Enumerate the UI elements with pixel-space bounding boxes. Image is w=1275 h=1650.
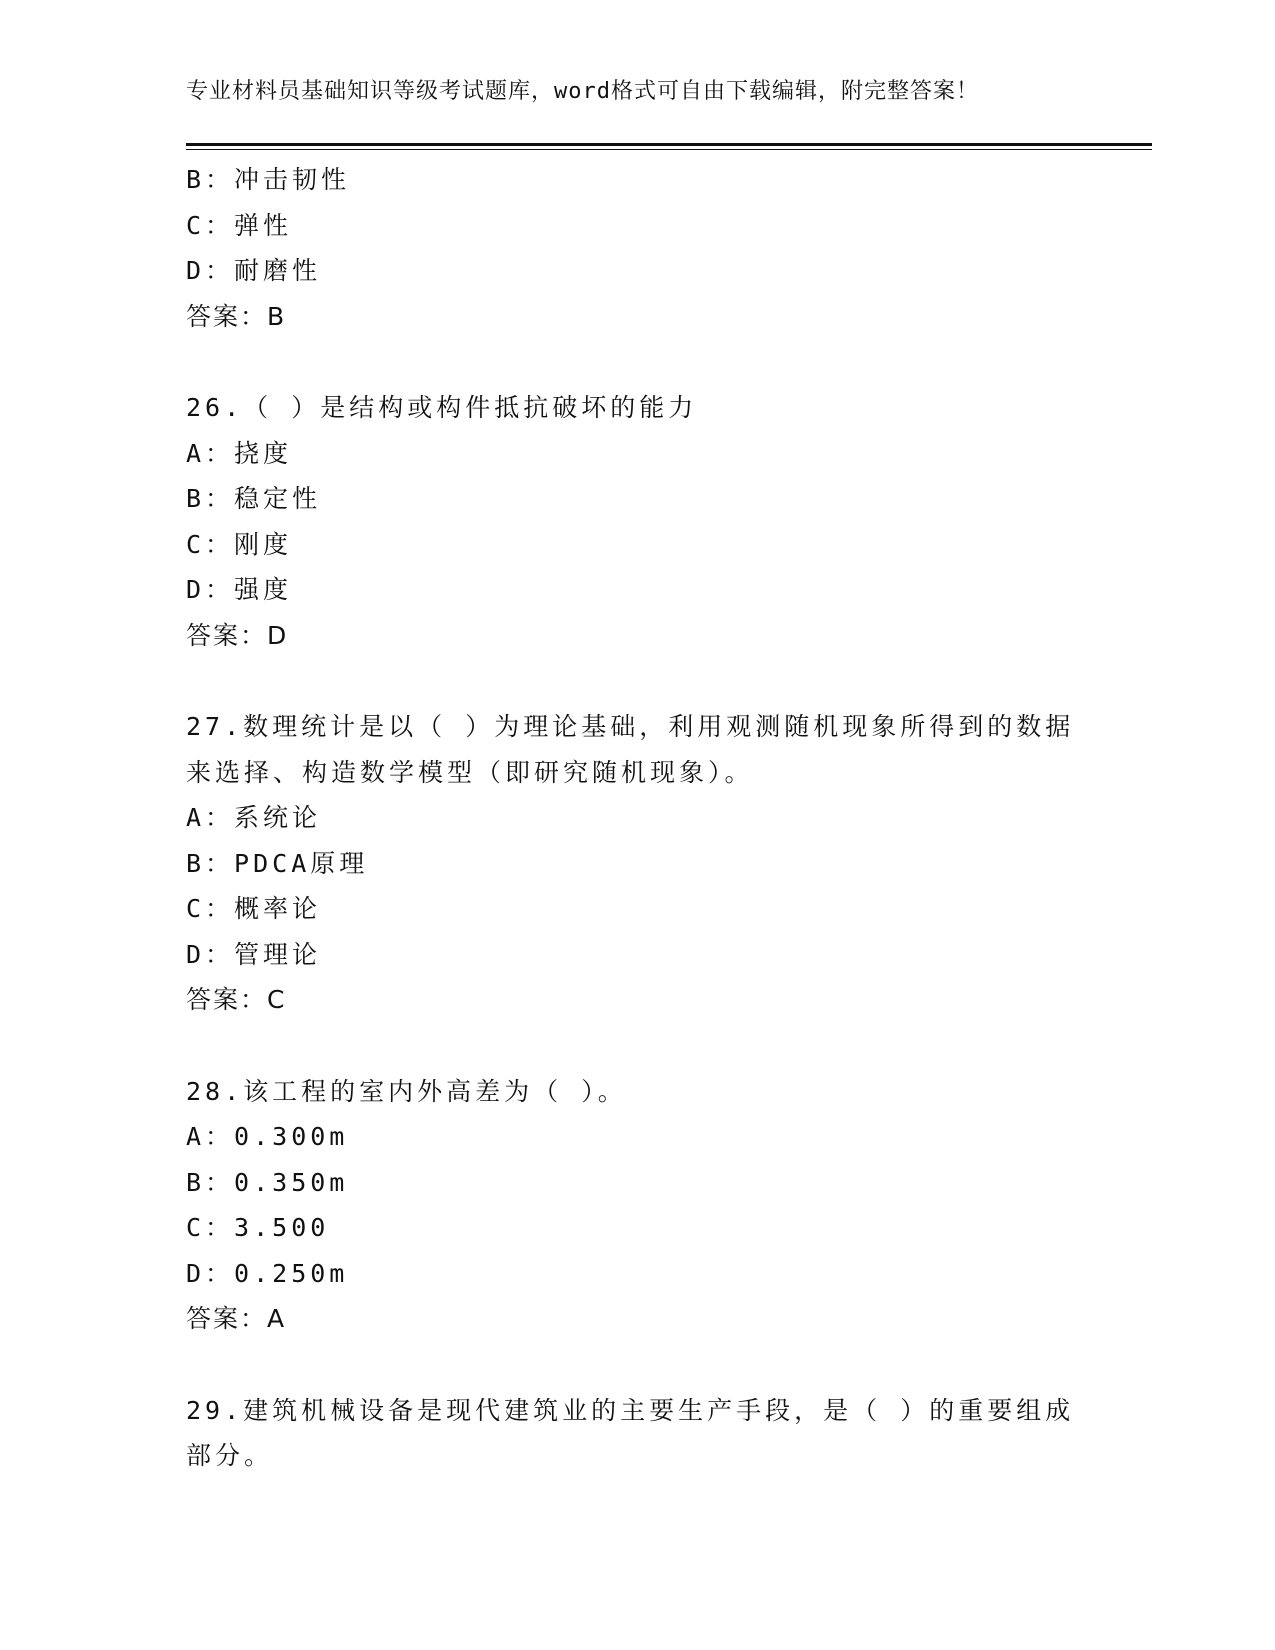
option-d: D：管理论	[186, 939, 322, 969]
answer-line: 答案：D	[186, 620, 289, 650]
answer-line: 答案：C	[186, 985, 287, 1014]
question-25-continued	[186, 157, 1086, 339]
question-stem: 28.该工程的室内外高差为（ ）。	[186, 1076, 627, 1106]
option-b: B：冲击韧性	[186, 165, 351, 194]
option-d: D：0.250m	[186, 1258, 349, 1288]
question-stem: 27.数理统计是以（ ）为理论基础，利用观测随机现象所得到的数据	[186, 712, 1075, 741]
option-a: A：挠度	[186, 438, 293, 468]
option-d: D：强度	[186, 575, 293, 604]
option-a: A：系统论	[186, 803, 322, 832]
option-b: B：稳定性	[186, 484, 322, 513]
option-b: B：PDCA原理	[186, 848, 369, 878]
answer-line: 答案：B	[186, 301, 287, 331]
question-stem-continued: 部分。	[186, 1441, 274, 1470]
option-a: A：0.300m	[186, 1122, 349, 1151]
question-stem: 26.（ ）是结构或构件抵抗破坏的能力	[186, 393, 698, 422]
option-d: D：耐磨性	[186, 256, 322, 285]
option-c: C：刚度	[186, 529, 293, 559]
question-29	[186, 1388, 1086, 1479]
question-26	[186, 385, 1086, 658]
question-28	[186, 1069, 1086, 1342]
question-spacer	[186, 1342, 1086, 1388]
option-c: C：弹性	[186, 210, 293, 240]
option-c: C：概率论	[186, 894, 322, 923]
answer-line: 答案：A	[186, 1304, 287, 1333]
question-spacer	[186, 339, 1086, 385]
page-header: 专业材料员基础知识等级考试题库，word格式可自由下载编辑，附完整答案！	[186, 79, 979, 104]
question-stem: 29.建筑机械设备是现代建筑业的主要生产手段，是（ ）的重要组成	[186, 1395, 1075, 1425]
question-content	[186, 157, 1086, 1479]
question-stem-continued: 来选择、构造数学模型（即研究随机现象）。	[186, 757, 754, 787]
header-divider	[186, 143, 1152, 150]
option-c: C：3.500	[186, 1213, 330, 1242]
question-spacer	[186, 1023, 1086, 1069]
question-spacer	[186, 658, 1086, 704]
question-27	[186, 704, 1086, 1023]
option-b: B：0.350m	[186, 1167, 349, 1197]
